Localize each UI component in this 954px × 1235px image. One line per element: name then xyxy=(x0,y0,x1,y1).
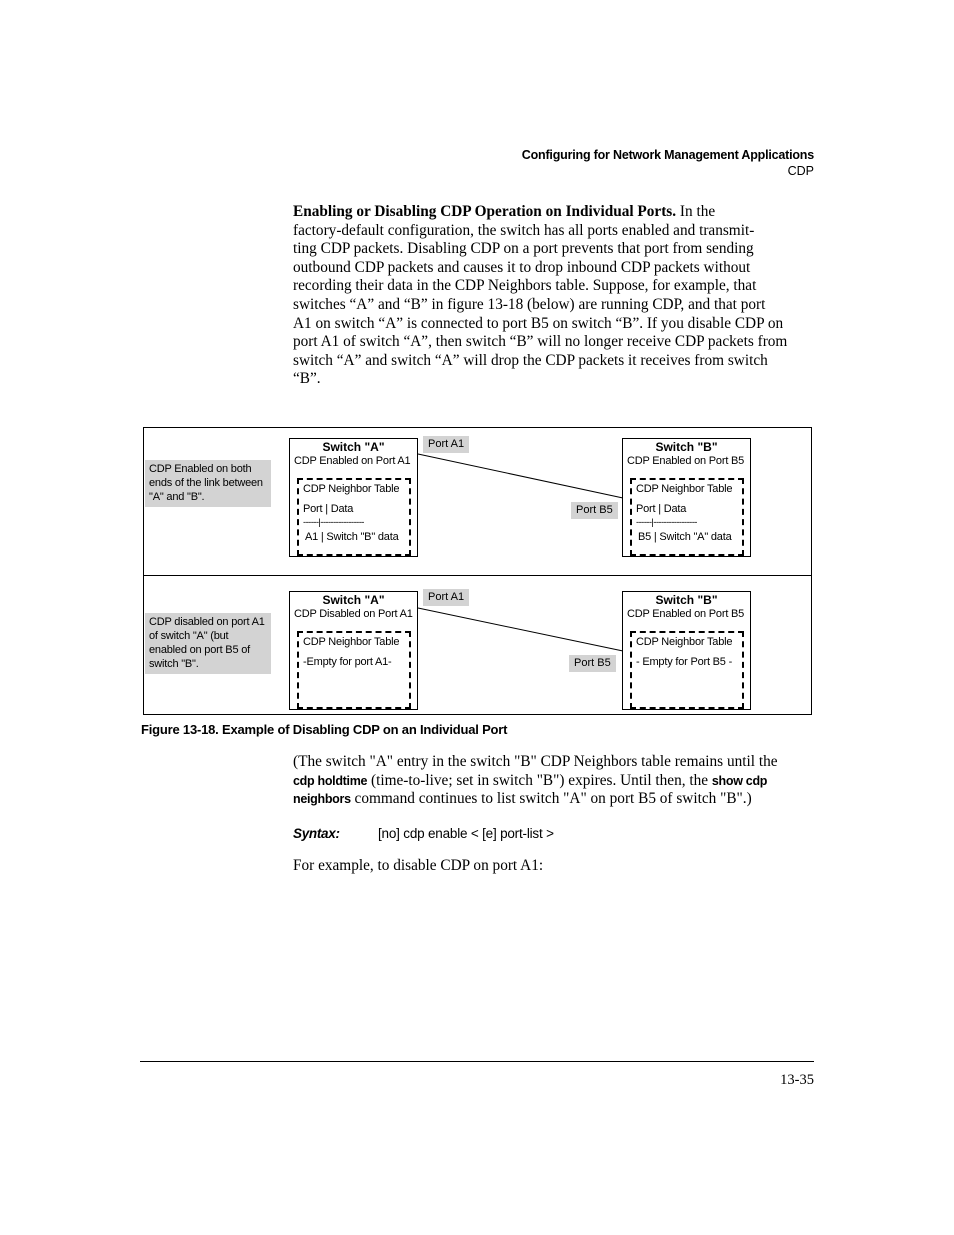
port-a1-label-top: Port A1 xyxy=(423,436,469,453)
intro-line-0-tail: In the xyxy=(676,203,716,220)
neighbor-table xyxy=(630,478,744,556)
neighbor-table-row: - Empty for Port B5 - xyxy=(636,656,733,668)
note-line: switch "B". xyxy=(149,658,199,670)
after-line: (The switch "A" entry in the switch "B" CDP Neighbors table remains until the xyxy=(293,753,778,770)
after-paragraph xyxy=(293,753,823,809)
syntax-value: [no] cdp enable < [e] port-list > xyxy=(378,826,554,841)
neighbor-table-title: CDP Neighbor Table xyxy=(636,483,733,495)
intro-line: ting CDP packets. Disabling CDP on a port prevents that port from sending xyxy=(293,240,754,258)
switch-a-bottom xyxy=(289,591,418,710)
neighbor-table-title: CDP Neighbor Table xyxy=(303,636,400,648)
switch-status: CDP Enabled on Port B5 xyxy=(627,455,745,467)
neighbor-table-header: Port | Data xyxy=(636,503,687,515)
switch-title: Switch "A" xyxy=(322,593,385,607)
neighbor-table-title: CDP Neighbor Table xyxy=(636,636,733,648)
note-line: of switch "A" (but xyxy=(149,630,229,642)
intro-paragraph xyxy=(293,203,823,389)
figure-caption: Figure 13-18. Example of Disabling CDP on an Individual Port xyxy=(141,722,508,737)
syntax-label: Syntax: xyxy=(293,826,340,841)
intro-line: outbound CDP packets and causes it to drop inbound CDP packets without xyxy=(293,258,751,276)
code-show-cdp: show cdp xyxy=(711,773,768,788)
switch-status: CDP Enabled on Port A1 xyxy=(294,455,411,467)
figure-13-18 xyxy=(143,427,812,715)
neighbor-table-header: Port | Data xyxy=(303,503,354,515)
intro-line: A1 on switch “A” is connected to port B5 on switch “B”. If you disable CDP on xyxy=(293,314,784,332)
neighbor-table-separator: ------|----------------- xyxy=(303,517,364,528)
switch-a-top xyxy=(289,438,418,557)
note-line: CDP Enabled on both xyxy=(149,463,252,475)
intro-line: switch “A” and switch “A” will drop the CDP packets it receives from switch xyxy=(293,351,768,369)
link-line-top xyxy=(418,454,623,498)
switch-status: CDP Disabled on Port A1 xyxy=(294,608,413,620)
switch-b-top xyxy=(622,438,751,557)
switch-title: Switch "A" xyxy=(322,440,385,454)
running-header-section: Configuring for Network Management Applications xyxy=(521,148,814,162)
note-line: enabled on port B5 of xyxy=(149,644,250,656)
intro-line: port A1 of switch “A”, then switch “B” will no longer receive CDP packets from xyxy=(293,333,788,351)
code-neighbors: neighbors xyxy=(293,792,351,807)
neighbor-table xyxy=(297,478,411,556)
intro-line: “B”. xyxy=(293,370,321,388)
port-a1-label-bottom: Port A1 xyxy=(423,589,469,606)
neighbor-table-title: CDP Neighbor Table xyxy=(303,483,400,495)
link-line-bottom xyxy=(418,608,623,651)
switch-status: CDP Enabled on Port B5 xyxy=(627,608,745,620)
neighbor-table-separator: ------|----------------- xyxy=(636,517,697,528)
switch-title: Switch "B" xyxy=(655,593,718,607)
port-b5-label-bottom: Port B5 xyxy=(569,655,616,672)
note-line: CDP disabled on port A1 xyxy=(149,616,265,628)
note-line: "A" and "B". xyxy=(149,491,205,503)
intro-line: switches “A” and “B” in figure 13-18 (below) are running CDP, and that port xyxy=(293,295,766,313)
neighbor-table-row: -Empty for port A1- xyxy=(303,656,392,668)
note-bottom xyxy=(145,613,271,674)
note-line: ends of the link between xyxy=(149,477,263,489)
note-top xyxy=(145,460,271,507)
switch-b-bottom xyxy=(622,591,751,710)
neighbor-table xyxy=(297,631,411,709)
footer-rule xyxy=(140,1061,814,1062)
running-header-subsection: CDP xyxy=(787,164,814,178)
code-cdp-holdtime: cdp holdtime xyxy=(293,773,368,788)
page-number: 13-35 xyxy=(780,1072,814,1088)
after-line-text: (time-to-live; set in switch "B") expires. Until then, the xyxy=(367,771,712,789)
port-b5-label-top: Port B5 xyxy=(571,502,618,519)
neighbor-table-row: B5 | Switch "A" data xyxy=(638,531,732,543)
switch-title: Switch "B" xyxy=(655,440,718,454)
example-line: For example, to disable CDP on port A1: xyxy=(293,857,544,874)
after-line-text: command continues to list switch "A" on port B5 of switch "B".) xyxy=(350,790,752,808)
intro-heading: Enabling or Disabling CDP Operation on Individual Ports. xyxy=(293,203,677,220)
intro-line: factory-default configuration, the switch has all ports enabled and transmit- xyxy=(293,221,755,239)
neighbor-table xyxy=(630,631,744,709)
intro-line: recording their data in the CDP Neighbors table. Suppose, for example, that xyxy=(293,277,757,295)
neighbor-table-row: A1 | Switch "B" data xyxy=(305,531,399,543)
